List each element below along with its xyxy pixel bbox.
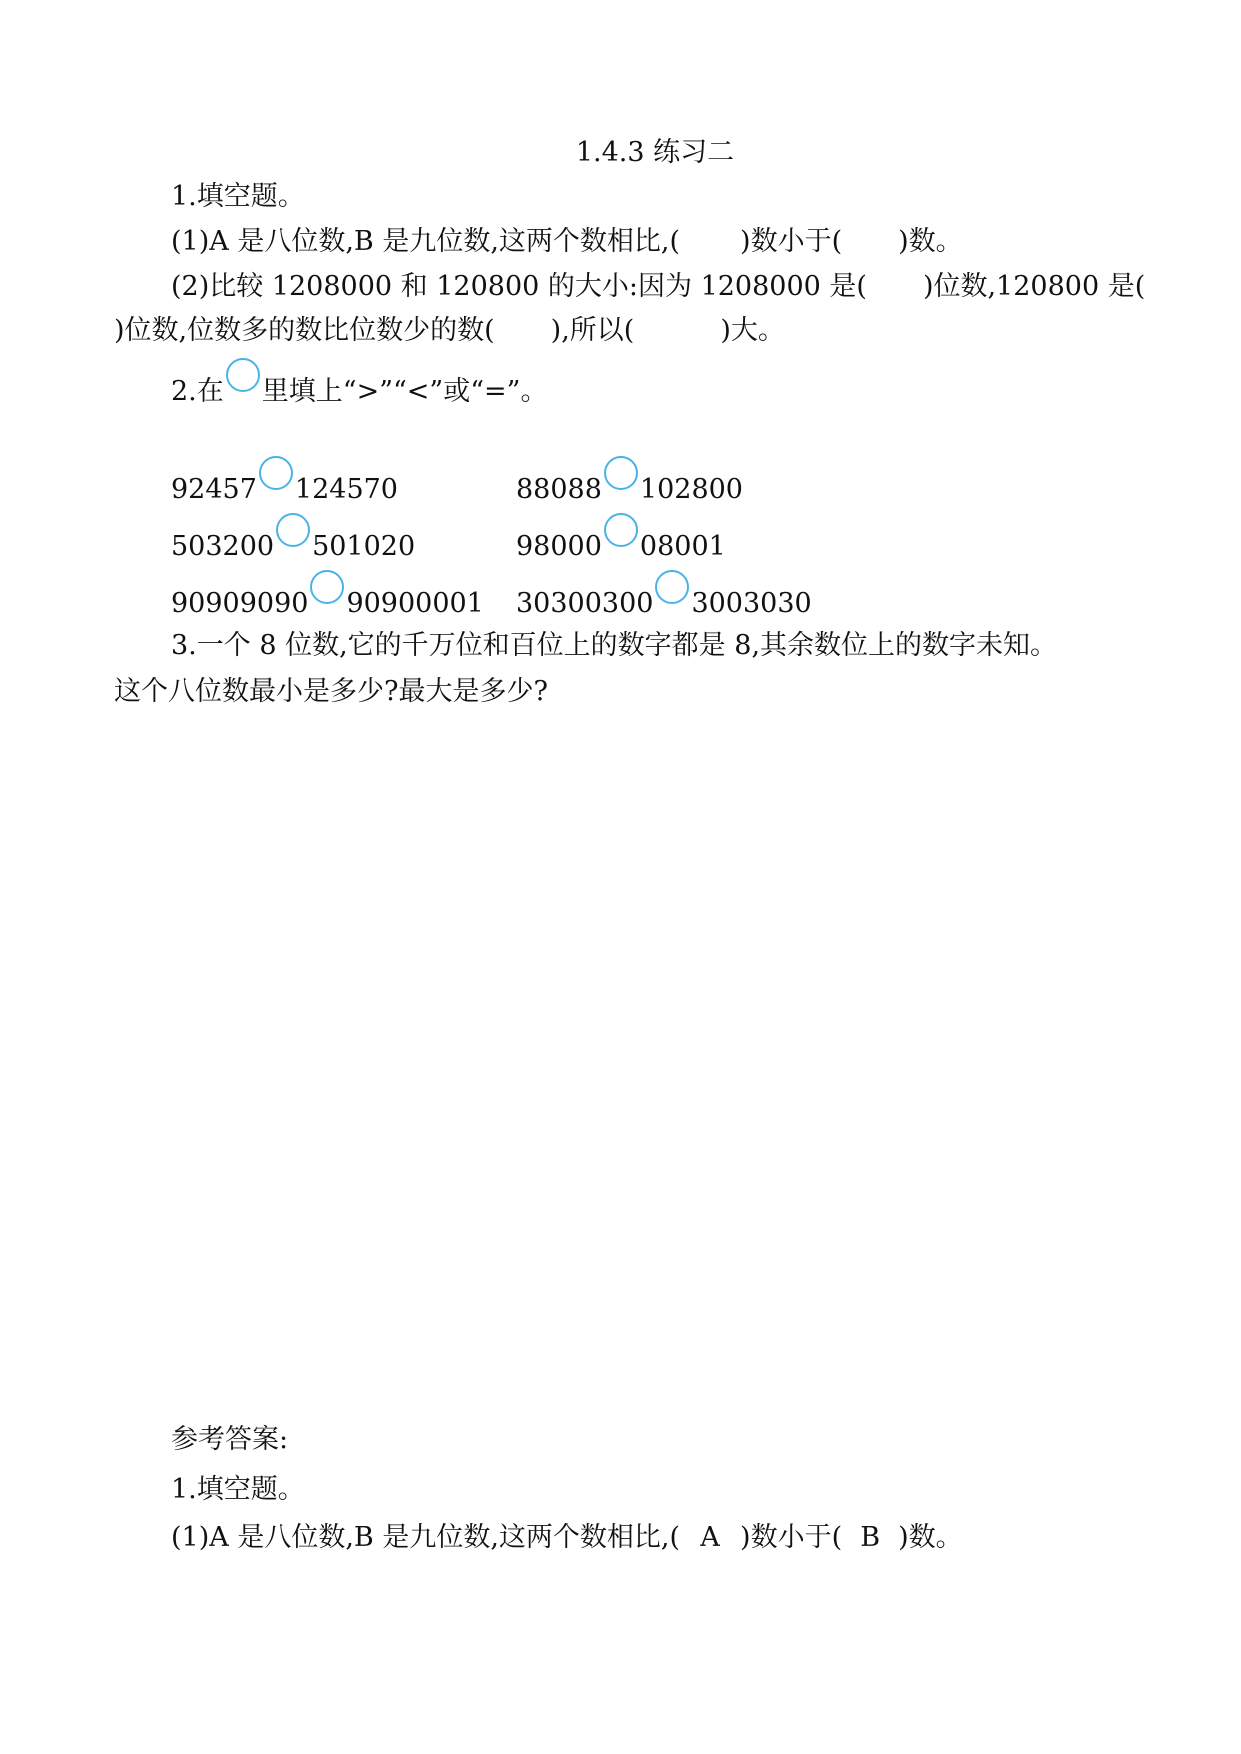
compare-left-number: 90909090 bbox=[171, 588, 309, 619]
q2-heading-a: 2.在 bbox=[171, 376, 224, 407]
q1-part2-text-b: )位数,120800 是( bbox=[922, 271, 1146, 302]
answers-q1-heading: 1.填空题。 bbox=[171, 1474, 305, 1505]
answers-part1-text-c: )数。 bbox=[898, 1522, 963, 1553]
page-title: 1.4.3 练习二 bbox=[575, 137, 735, 168]
compare-right-number: 501020 bbox=[312, 531, 416, 562]
compare-circle-icon[interactable] bbox=[276, 513, 310, 547]
q1-part2-text-c: )位数,位数多的数比位数少的数( bbox=[114, 315, 495, 346]
q2-row-3 bbox=[0, 580, 1241, 622]
compare-circle-icon[interactable] bbox=[310, 570, 344, 604]
q2-heading bbox=[0, 368, 1241, 410]
compare-circle-icon bbox=[226, 358, 260, 392]
compare-right-number: 124570 bbox=[294, 474, 398, 505]
answer-value: A bbox=[700, 1522, 720, 1553]
answers-q1-part1 bbox=[0, 1520, 1241, 1556]
compare-circle-icon[interactable] bbox=[655, 570, 689, 604]
q2-row-2-right bbox=[516, 523, 726, 565]
answers-heading: 参考答案: bbox=[171, 1424, 289, 1455]
compare-right-number: 102800 bbox=[639, 474, 743, 505]
q1-part1-text-b: )数小于( bbox=[740, 226, 843, 257]
q3-line-1: 3.一个 8 位数,它的千万位和百位上的数字都是 8,其余数位上的数字未知。 bbox=[171, 630, 1058, 661]
compare-left-number: 92457 bbox=[171, 474, 257, 505]
q1-part1-text-c: )数。 bbox=[898, 226, 963, 257]
compare-left-number: 88088 bbox=[516, 474, 602, 505]
q2-row-1 bbox=[0, 466, 1241, 508]
q2-row-3-right bbox=[516, 580, 812, 622]
q1-part2-text-d: ),所以( bbox=[550, 315, 635, 346]
q2-row-1-right bbox=[516, 466, 743, 508]
q3-line-2: 这个八位数最小是多少?最大是多少? bbox=[114, 676, 548, 707]
answers-part1-text-b: )数小于( bbox=[740, 1522, 843, 1553]
q1-part2-text-e: )大。 bbox=[720, 315, 785, 346]
q1-part2-text-a: (2)比较 1208000 和 120800 的大小:因为 1208000 是( bbox=[171, 271, 867, 302]
q2-row-2 bbox=[0, 523, 1241, 565]
compare-right-number: 08001 bbox=[639, 531, 726, 562]
compare-right-number: 90900001 bbox=[346, 588, 484, 619]
q1-part1-text-a: (1)A 是八位数,B 是九位数,这两个数相比,( bbox=[171, 226, 681, 257]
q1-part1 bbox=[0, 224, 1241, 260]
compare-left-number: 30300300 bbox=[516, 588, 654, 619]
compare-circle-icon[interactable] bbox=[604, 456, 638, 490]
compare-left-number: 98000 bbox=[516, 531, 602, 562]
compare-right-number: 3003030 bbox=[691, 588, 812, 619]
q2-heading-b: 里填上“>”“<”或“=”。 bbox=[261, 376, 548, 407]
answer-value: B bbox=[860, 1522, 881, 1553]
compare-circle-icon[interactable] bbox=[259, 456, 293, 490]
compare-left-number: 503200 bbox=[171, 531, 275, 562]
q1-heading: 1.填空题。 bbox=[171, 181, 305, 212]
compare-circle-icon[interactable] bbox=[604, 513, 638, 547]
answers-part1-text-a: (1)A 是八位数,B 是九位数,这两个数相比,( bbox=[171, 1522, 681, 1553]
q1-part2-line2 bbox=[0, 313, 1241, 349]
q1-part2-line1 bbox=[0, 269, 1241, 305]
